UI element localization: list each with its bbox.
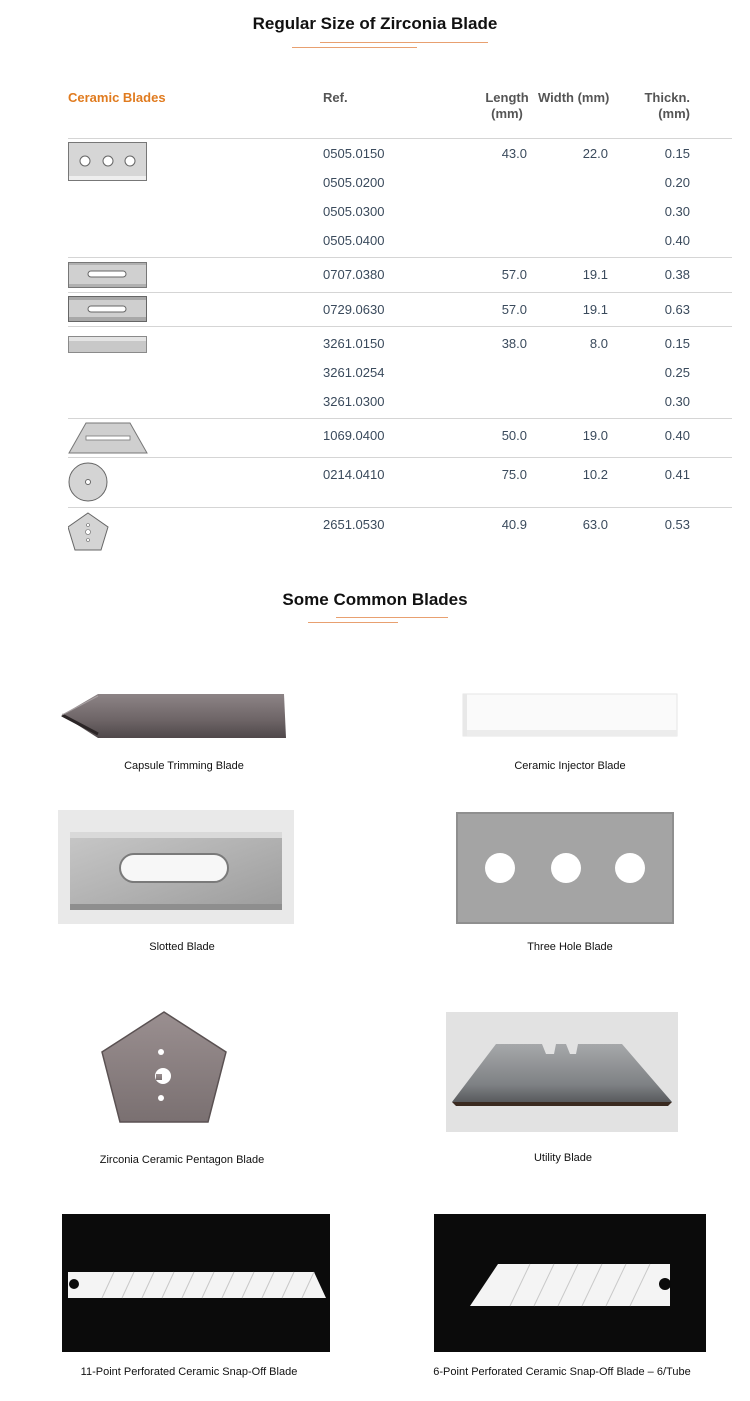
ceramic-injector-blade-image <box>460 690 680 742</box>
thickness-cell: 0.15 <box>664 146 690 161</box>
strip-blade-thumb <box>68 336 148 354</box>
table-rule <box>68 138 732 139</box>
width-cell: 8.0 <box>589 336 608 351</box>
width-cell: 63.0 <box>582 517 608 532</box>
caption-three-hole-blade: Three Hole Blade <box>527 941 613 953</box>
header-length-label: Length <box>485 90 529 105</box>
caption-pentagon-blade: Zirconia Ceramic Pentagon Blade <box>99 1154 265 1166</box>
header-length <box>479 90 535 122</box>
slotted-blade-image <box>58 810 294 924</box>
pentagon-blade-thumb <box>68 512 110 552</box>
slotted-blade-thick-thumb <box>68 296 148 323</box>
six-point-snap-off-blade-image <box>434 1214 706 1352</box>
width-cell: 10.2 <box>582 467 608 482</box>
ref-cell: 0505.0300 <box>323 204 385 219</box>
ref-cell: 3261.0300 <box>323 394 385 409</box>
trapezoid-blade-thumb <box>68 421 148 455</box>
width-cell: 19.1 <box>582 267 608 282</box>
thickness-cell: 0.15 <box>664 336 690 351</box>
title-underline <box>292 47 417 48</box>
thickness-cell: 0.30 <box>664 394 690 409</box>
table-rule <box>68 257 732 258</box>
caption-capsule-trimming-blade: Capsule Trimming Blade <box>124 760 244 772</box>
length-cell: 43.0 <box>501 146 527 161</box>
table-rule <box>68 418 732 419</box>
length-cell: 57.0 <box>501 267 527 282</box>
length-cell: 75.0 <box>501 467 527 482</box>
thickness-cell: 0.63 <box>664 302 690 317</box>
three-hole-blade-thumb <box>68 142 148 182</box>
width-cell: 19.1 <box>582 302 608 317</box>
table-rule <box>68 326 732 327</box>
caption-eleven-point-snap-off-blade: 11-Point Perforated Ceramic Snap-Off Blade <box>80 1366 298 1378</box>
section-title-common-blades: Some Common Blades <box>282 590 468 609</box>
caption-ceramic-injector-blade: Ceramic Injector Blade <box>514 760 626 772</box>
ref-cell: 0505.0150 <box>323 146 385 161</box>
thickness-cell: 0.20 <box>664 175 690 190</box>
header-thickness <box>628 90 690 122</box>
capsule-trimming-blade-image <box>58 688 290 744</box>
caption-utility-blade: Utility Blade <box>533 1152 593 1164</box>
ref-cell: 0214.0410 <box>323 467 385 482</box>
table-rule <box>68 457 732 458</box>
header-ceramic-blades: Ceramic Blades <box>68 90 166 105</box>
thickness-cell: 0.25 <box>664 365 690 380</box>
ref-cell: 0729.0630 <box>323 302 385 317</box>
thickness-cell: 0.40 <box>664 233 690 248</box>
caption-six-point-snap-off-blade: 6-Point Perforated Ceramic Snap-Off Blade – 6/Tube <box>433 1366 691 1378</box>
length-cell: 40.9 <box>501 517 527 532</box>
table-rule <box>68 292 732 293</box>
caption-slotted-blade: Slotted Blade <box>149 941 215 953</box>
section-title-regular-size: Regular Size of Zirconia Blade <box>252 14 498 33</box>
header-length-unit: (mm) <box>491 106 523 121</box>
thickness-cell: 0.38 <box>664 267 690 282</box>
title-underline <box>320 42 488 43</box>
ref-cell: 0505.0400 <box>323 233 385 248</box>
ref-cell: 0707.0380 <box>323 267 385 282</box>
ref-cell: 3261.0254 <box>323 365 385 380</box>
header-width: Width (mm) <box>538 90 610 105</box>
ref-cell: 2651.0530 <box>323 517 385 532</box>
table-rule <box>68 507 732 508</box>
header-ref: Ref. <box>323 90 348 105</box>
length-cell: 50.0 <box>501 428 527 443</box>
title-underline <box>308 622 398 623</box>
title-underline <box>336 617 448 618</box>
round-blade-thumb <box>68 462 110 504</box>
eleven-point-snap-off-blade-image <box>62 1214 330 1352</box>
width-cell: 19.0 <box>582 428 608 443</box>
length-cell: 57.0 <box>501 302 527 317</box>
length-cell: 38.0 <box>501 336 527 351</box>
thickness-cell: 0.53 <box>664 517 690 532</box>
ref-cell: 3261.0150 <box>323 336 385 351</box>
ref-cell: 1069.0400 <box>323 428 385 443</box>
pentagon-blade-image <box>100 1010 228 1126</box>
ref-cell: 0505.0200 <box>323 175 385 190</box>
three-hole-blade-image <box>456 812 674 924</box>
thickness-cell: 0.30 <box>664 204 690 219</box>
thickness-cell: 0.40 <box>664 428 690 443</box>
utility-blade-image <box>446 1012 678 1132</box>
width-cell: 22.0 <box>582 146 608 161</box>
header-thickness-label: Thickn. <box>644 90 690 105</box>
header-thickness-unit: (mm) <box>658 106 690 121</box>
slotted-blade-thumb <box>68 262 148 289</box>
thickness-cell: 0.41 <box>664 467 690 482</box>
